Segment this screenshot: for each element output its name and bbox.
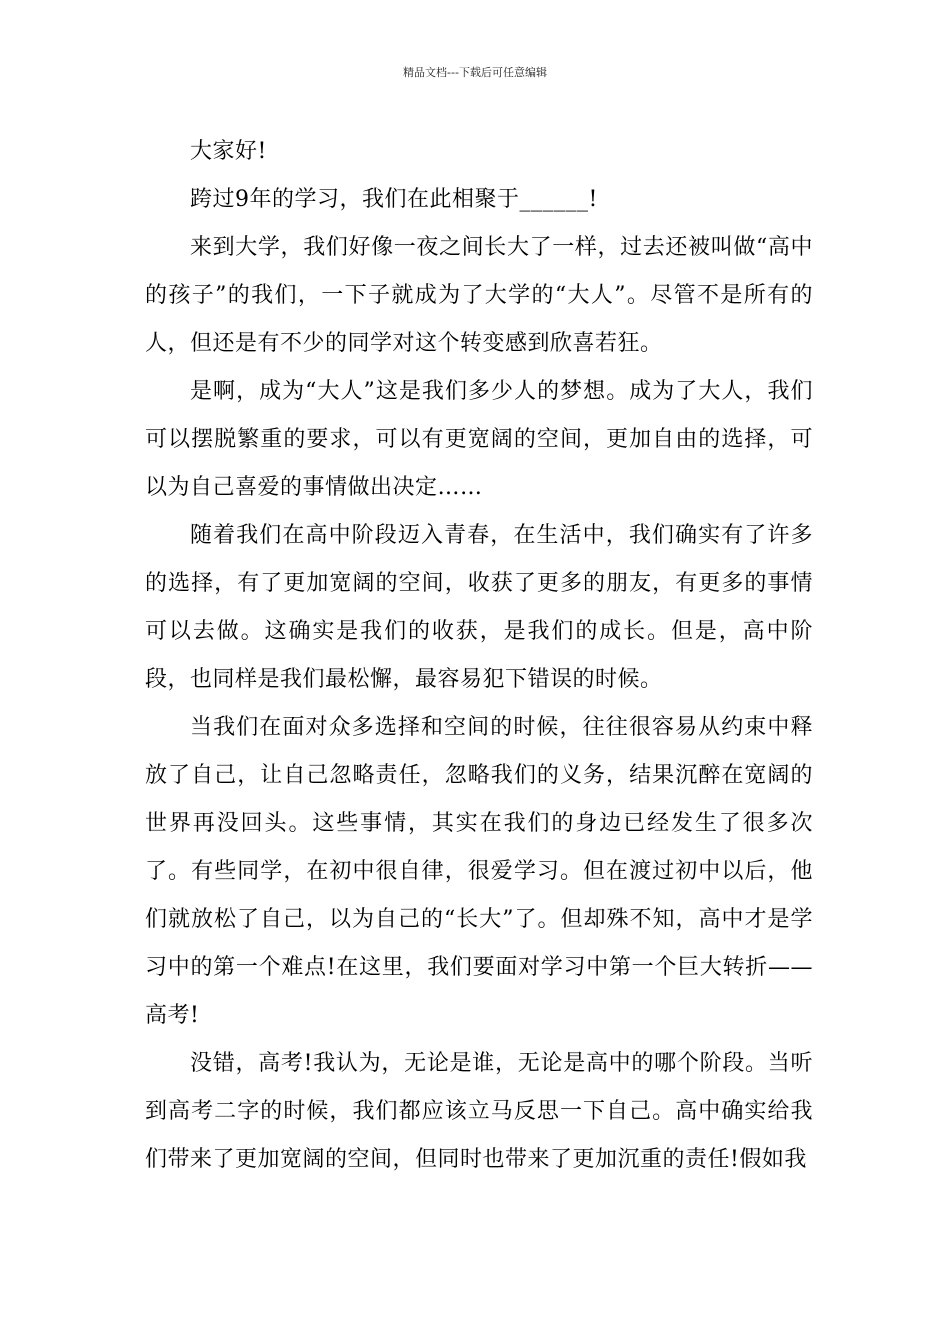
paragraph-high-school-growth: 随着我们在高中阶段迈入青春，在生活中，我们确实有了许多的选择，有了更加宽阔的空间，收获了更多的朋友，有更多的事情可以去做。这确实是我们的收获，是我们的成长。但是，高中阶段，也同样是我们最松懈，最容易犯下错误的时候。 (145, 523, 813, 692)
paragraph-gaokao: 没错，高考!我认为，无论是谁，无论是高中的哪个阶段。当听到高考二字的时候，我们都应该立马反思一下自己。高中确实给我们带来了更加宽阔的空间，但同时也带来了更加沉重的责任!假如我 (145, 1051, 813, 1172)
document-body (145, 128, 813, 1184)
paragraph-becoming-adult: 是啊，成为“大人”这是我们多少人的梦想。成为了大人，我们可以摆脱繁重的要求，可以有更宽阔的空间，更加自由的选择，可以为自己喜爱的事情做出决定…… (145, 379, 813, 500)
paragraph-greeting: 大家好! (190, 139, 267, 164)
page-header: 精品文档---下载后可任意编辑 (403, 66, 547, 79)
paragraph-arriving-university: 来到大学，我们好像一夜之间长大了一样，过去还被叫做“高中的孩子”的我们，一下子就成为了大学的“大人”。尽管不是所有的人，但还是有不少的同学对这个转变感到欣喜若狂。 (145, 235, 813, 356)
paragraph-gathering: 跨过9年的学习，我们在此相聚于______! (190, 187, 598, 212)
paragraph-facing-choices: 当我们在面对众多选择和空间的时候，往往很容易从约束中释放了自己，让自己忽略责任，忽略我们的义务，结果沉醉在宽阔的世界再没回头。这些事情，其实在我们的身边已经发生了很多次了。有些同学，在初中很自律，很爱学习。但在渡过初中以后，他们就放松了自己，以为自己的“长大”了。但却殊不知，高中才是学习中的第一个难点!在这里，我们要面对学习中第一个巨大转折——高考! (145, 715, 813, 1028)
